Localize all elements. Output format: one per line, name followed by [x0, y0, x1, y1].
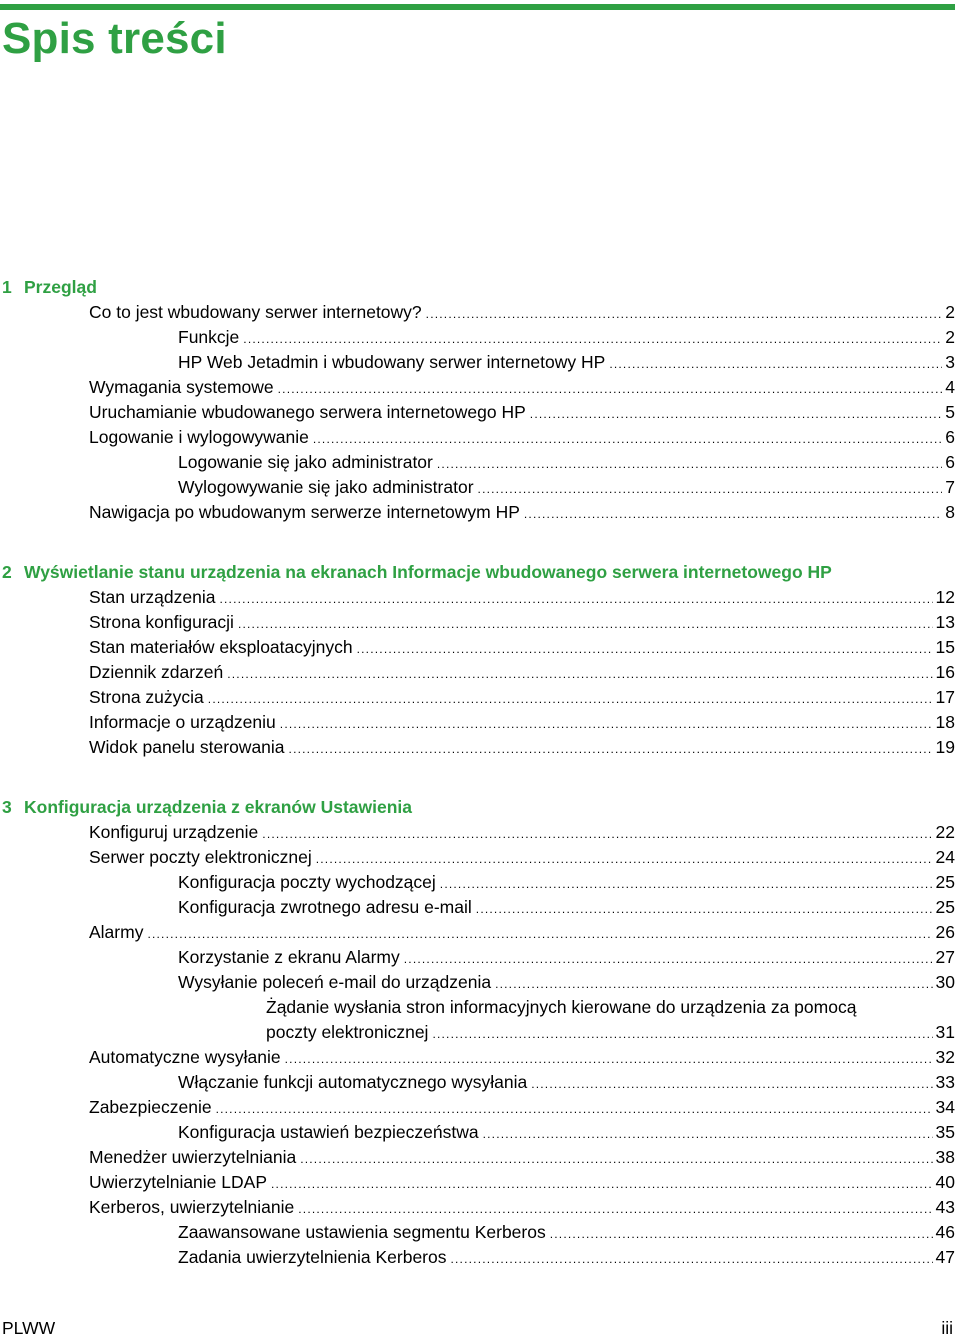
toc-entry-title: Serwer poczty elektronicznej	[89, 847, 312, 867]
toc-entry[interactable]	[0, 970, 955, 995]
toc-entry[interactable]	[0, 685, 955, 710]
dot-leader	[476, 897, 933, 922]
toc-entry-title: Informacje o urządzeniu	[89, 712, 276, 732]
toc-entry-page: 8	[945, 502, 955, 522]
toc-entry-title: Wylogowywanie się jako administrator	[178, 477, 474, 497]
dot-leader	[300, 1147, 932, 1172]
chapter-2	[0, 560, 955, 760]
toc-entry-title: Stan materiałów eksploatacyjnych	[89, 637, 353, 657]
toc-entry-page: 18	[935, 712, 955, 732]
toc-entry-page: 35	[935, 1122, 955, 1142]
toc-entry[interactable]	[0, 1020, 955, 1045]
toc-entry-title: Zadania uwierzytelnienia Kerberos	[178, 1247, 447, 1267]
toc-entry-page: 27	[935, 947, 955, 967]
toc-entry-page: 19	[935, 737, 955, 757]
toc-entry-title: Wymagania systemowe	[89, 377, 274, 397]
toc-entry[interactable]	[0, 1170, 955, 1195]
toc-entry-page: 40	[935, 1172, 955, 1192]
dot-leader	[357, 637, 933, 662]
toc-entry-page: 25	[935, 872, 955, 892]
dot-leader	[316, 847, 933, 872]
toc-entry-page: 16	[935, 662, 955, 682]
toc-entry-title: Alarmy	[89, 922, 144, 942]
toc-entry-page: 25	[935, 897, 955, 917]
toc-entry-page: 4	[945, 377, 955, 397]
toc-entry-title: Uwierzytelnianie LDAP	[89, 1172, 267, 1192]
toc-entry[interactable]	[0, 1195, 955, 1220]
dot-leader	[227, 662, 932, 687]
toc-entry[interactable]	[0, 425, 955, 450]
toc-entry-title: Widok panelu sterowania	[89, 737, 285, 757]
toc-entry-title: Wysyłanie poleceń e-mail do urządzenia	[178, 972, 492, 992]
toc-entry[interactable]	[0, 635, 955, 660]
toc-entry[interactable]	[0, 820, 955, 845]
dot-leader	[219, 587, 932, 612]
toc-entry-title: poczty elektronicznej	[266, 1022, 429, 1042]
chapter-title: Przegląd	[24, 277, 97, 297]
toc-entry[interactable]	[0, 920, 955, 945]
dot-leader	[531, 1072, 932, 1097]
toc-entry-title: Strona konfiguracji	[89, 612, 234, 632]
toc-entry-page: 34	[935, 1097, 955, 1117]
dot-leader	[404, 947, 933, 972]
toc-entry-page: 13	[935, 612, 955, 632]
toc-entry-page: 31	[935, 1022, 955, 1042]
top-rule	[0, 4, 955, 10]
dot-leader	[280, 712, 933, 737]
toc-entry[interactable]	[0, 400, 955, 425]
dot-leader	[483, 1122, 933, 1147]
toc-entry[interactable]	[0, 1220, 955, 1245]
toc-entry[interactable]	[0, 660, 955, 685]
toc-entry[interactable]	[0, 325, 955, 350]
toc-entry-page: 3	[945, 352, 955, 372]
chapter-number: 1	[2, 277, 12, 297]
chapter-heading[interactable]	[0, 560, 955, 585]
toc-entry-page: 33	[935, 1072, 955, 1092]
toc-entry-page: 46	[935, 1222, 955, 1242]
chapter-heading[interactable]	[0, 275, 955, 300]
chapter-title: Konfiguracja urządzenia z ekranów Ustawienia	[24, 797, 413, 817]
toc-entry[interactable]	[0, 375, 955, 400]
toc-entry-title: Konfiguruj urządzenie	[89, 822, 259, 842]
dot-leader	[530, 402, 942, 427]
toc-entry-title: Zabezpieczenie	[89, 1097, 212, 1117]
dot-leader	[426, 302, 943, 327]
toc-entry[interactable]	[0, 1045, 955, 1070]
chapter-heading[interactable]	[0, 795, 955, 820]
toc-entry-page: 47	[935, 1247, 955, 1267]
toc-entry-title: HP Web Jetadmin i wbudowany serwer internetowy HP	[178, 352, 606, 372]
dot-leader	[208, 687, 933, 712]
chapter-1	[0, 275, 955, 525]
toc-entry-page: 22	[935, 822, 955, 842]
toc-entry[interactable]	[0, 585, 955, 610]
toc-entry[interactable]	[0, 500, 955, 525]
toc-entry-title: Menedżer uwierzytelniania	[89, 1147, 297, 1167]
toc-entry-page: 5	[945, 402, 955, 422]
chapter-3	[0, 795, 955, 1270]
toc-entry[interactable]	[0, 610, 955, 635]
toc-entry-title: Nawigacja po wbudowanym serwerze internetowym HP	[89, 502, 520, 522]
toc-entry-title: Dziennik zdarzeń	[89, 662, 224, 682]
toc-entry-title: Korzystanie z ekranu Alarmy	[178, 947, 400, 967]
toc-entry-title: Funkcje	[178, 327, 240, 347]
footer-left: PLWW	[2, 1318, 56, 1338]
toc-entry-title: Automatyczne wysyłanie	[89, 1047, 281, 1067]
toc-entry-title: Konfiguracja poczty wychodzącej	[178, 872, 436, 892]
toc-entry-title: Logowanie się jako administrator	[178, 452, 433, 472]
dot-leader	[216, 1097, 933, 1122]
toc-entry-page: 7	[945, 477, 955, 497]
toc-entry-title: Uruchamianie wbudowanego serwera internetowego HP	[89, 402, 526, 422]
toc-entry[interactable]	[0, 300, 955, 325]
toc-entry-title: Konfiguracja ustawień bezpieczeństwa	[178, 1122, 479, 1142]
dot-leader	[238, 612, 933, 637]
toc-entry-page: 15	[935, 637, 955, 657]
dot-leader	[285, 1047, 933, 1072]
dot-leader	[432, 1022, 932, 1047]
toc-entry[interactable]	[0, 710, 955, 735]
chapter-number: 3	[2, 797, 12, 817]
toc-entry-page: 38	[935, 1147, 955, 1167]
toc-entry-page: 17	[935, 687, 955, 707]
toc-entry[interactable]	[0, 870, 955, 895]
dot-leader	[313, 427, 942, 452]
toc-entry[interactable]	[0, 845, 955, 870]
dot-leader	[550, 1222, 933, 1247]
toc-entry[interactable]	[0, 735, 955, 760]
toc-entry-page: 12	[935, 587, 955, 607]
chapter-title: Wyświetlanie stanu urządzenia na ekranach Informacje wbudowanego serwera internetowego HP	[24, 562, 832, 582]
chapter-number: 2	[2, 562, 12, 582]
dot-leader	[495, 972, 932, 997]
toc-entry-page: 26	[935, 922, 955, 942]
toc-entry-title: Strona zużycia	[89, 687, 204, 707]
table-of-contents	[0, 275, 955, 1305]
toc-entry[interactable]	[0, 1145, 955, 1170]
toc-entry-title: Włączanie funkcji automatycznego wysyłania	[178, 1072, 528, 1092]
dot-leader	[278, 377, 943, 402]
toc-entry-title: Stan urządzenia	[89, 587, 216, 607]
toc-entry[interactable]	[0, 1245, 955, 1270]
dot-leader	[262, 822, 932, 847]
toc-entry-page: 2	[945, 302, 955, 322]
dot-leader	[298, 1197, 932, 1222]
toc-entry[interactable]	[0, 895, 955, 920]
toc-entry-title: Zaawansowane ustawienia segmentu Kerberos	[178, 1222, 546, 1242]
toc-entry-page: 6	[945, 427, 955, 447]
toc-entry-page: 30	[935, 972, 955, 992]
footer-page-number: iii	[941, 1318, 953, 1338]
dot-leader	[289, 737, 933, 762]
toc-entry-page: 2	[945, 327, 955, 347]
dot-leader	[243, 327, 942, 352]
toc-entry[interactable]	[0, 1070, 955, 1095]
dot-leader	[524, 502, 942, 527]
toc-entry-title: Logowanie i wylogowywanie	[89, 427, 309, 447]
toc-entry-page: 6	[945, 452, 955, 472]
toc-entry-title: Co to jest wbudowany serwer internetowy?	[89, 302, 422, 322]
toc-entry-title-line: Żądanie wysłania stron informacyjnych kierowane do urządzenia za pomocą	[266, 997, 857, 1017]
dot-leader	[450, 1247, 932, 1272]
toc-entry[interactable]	[0, 1095, 955, 1120]
dot-leader	[440, 872, 933, 897]
toc-entry-page: 24	[935, 847, 955, 867]
toc-entry[interactable]	[0, 475, 955, 500]
dot-leader	[609, 352, 942, 377]
dot-leader	[147, 922, 932, 947]
toc-entry[interactable]	[0, 350, 955, 375]
toc-entry[interactable]	[0, 945, 955, 970]
dot-leader	[478, 477, 943, 502]
toc-entry-title: Kerberos, uwierzytelnianie	[89, 1197, 295, 1217]
toc-entry-title: Konfiguracja zwrotnego adresu e-mail	[178, 897, 472, 917]
toc-entry[interactable]	[0, 450, 955, 475]
dot-leader	[271, 1172, 933, 1197]
page-title: Spis treści	[2, 14, 227, 63]
toc-entry-page: 32	[935, 1047, 955, 1067]
dot-leader	[437, 452, 942, 477]
toc-entry[interactable]	[0, 1120, 955, 1145]
toc-entry-page: 43	[935, 1197, 955, 1217]
